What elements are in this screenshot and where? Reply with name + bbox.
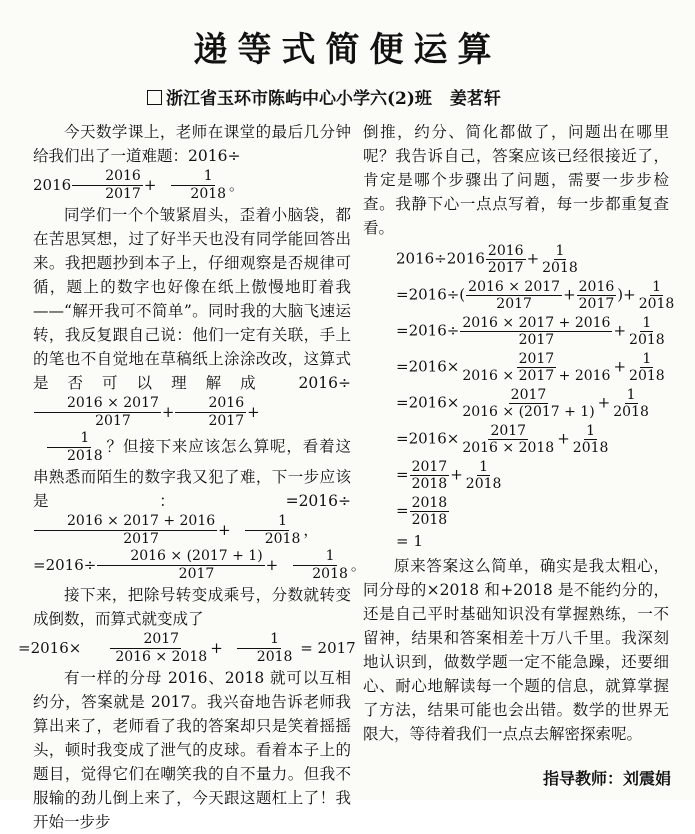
numerator: 2017 <box>490 423 527 439</box>
numerator: 1 <box>237 631 281 649</box>
operator: + <box>450 465 463 484</box>
text-run: = <box>396 501 409 520</box>
equation-step-9: = 1 <box>396 532 423 550</box>
text-run: =2016× <box>396 429 460 448</box>
text-run: 2016 <box>33 175 72 194</box>
operator: + <box>247 402 260 421</box>
text-run: =2016÷ <box>396 321 460 340</box>
fraction <box>460 351 612 384</box>
operator: + <box>210 638 223 657</box>
operator: + <box>161 402 175 421</box>
byline <box>147 84 501 109</box>
denominator: 2018 <box>613 404 649 420</box>
numerator: 2017 <box>518 351 555 367</box>
fraction <box>410 459 450 492</box>
numerator: 2016 × 2017 <box>468 279 561 295</box>
denominator: 2018 <box>638 296 675 312</box>
equation-step-7 <box>396 459 669 492</box>
numerator: 2016 × (2017 + 1) <box>97 548 264 566</box>
text-run: 接下来，把除号转变成乘号，分数就转变成倒数，而算式就变成了 <box>33 586 351 628</box>
equation-step-8 <box>396 495 669 528</box>
fraction <box>611 387 651 420</box>
numerator: 1 <box>47 430 91 448</box>
denominator: 2017 <box>105 186 141 202</box>
operator: + <box>526 249 540 268</box>
fraction <box>157 168 228 203</box>
operator: + <box>563 285 576 304</box>
equation-step-2 <box>396 279 675 312</box>
text-run: 2016÷2016 <box>396 249 485 268</box>
numerator: 1 <box>586 423 596 439</box>
paragraph-5: 倒推，约分、简化都做了，问题出在哪里呢？我告诉自己，答案应该已经很接近了，肯定是哪个步骤出了问题，需要一步步检查。我静下心一点点写着，每一步都重复查看。 <box>363 123 669 237</box>
text-run: =2016× <box>396 357 460 376</box>
denominator: 2017 <box>208 413 245 429</box>
text-run: =2016× <box>396 393 460 412</box>
denominator: 2016 × 2017 + 2016 <box>462 368 611 384</box>
fraction <box>97 548 264 583</box>
numerator: 2016 × 2017 + 2016 <box>462 315 611 331</box>
school-class: 浙江省玉环市陈屿中心小学六(2)班 <box>166 89 432 109</box>
text-run: 。 <box>350 555 366 574</box>
text-run: =2016× <box>18 638 82 657</box>
numerator: 1 <box>626 387 636 403</box>
fraction <box>460 315 612 348</box>
denominator: 2018 <box>264 531 301 547</box>
denominator: 2017 <box>578 296 615 312</box>
fraction <box>279 548 350 583</box>
paragraph-3 <box>18 583 356 666</box>
equation-step-3 <box>396 315 669 348</box>
denominator: 2017 <box>178 566 215 582</box>
operator: + <box>597 393 611 412</box>
denominator: 2017 <box>123 531 159 547</box>
numerator: 1 <box>171 168 215 186</box>
fraction <box>637 279 677 312</box>
equation-step-1 <box>396 243 669 276</box>
fraction <box>410 495 450 528</box>
fraction <box>460 387 596 420</box>
text-run: = <box>396 465 409 484</box>
denominator: 2017 <box>487 260 524 276</box>
numerator: 1 <box>642 315 652 331</box>
fraction <box>571 423 611 456</box>
denominator: 2016 × (2017 + 1) <box>462 404 595 420</box>
denominator: 2018 <box>629 332 665 348</box>
numerator: 2016 × 2017 <box>34 395 161 413</box>
numerator: 1 <box>555 243 565 259</box>
text-run: 。 <box>229 175 245 194</box>
equation-step-5 <box>396 387 669 420</box>
numerator: 2016 <box>175 395 246 413</box>
fraction <box>627 315 667 348</box>
paragraph-4: 有一样的分母 2016、2018 就可以互相约分，答案就是 2017。我兴奋地告诉老师我算出来了，老师看了我的答案却只是笑着摇摇头，顿时我变成了泄气的皮球。看着本子上的题目，觉得它们在嘲笑我的自不量力。但我不服输的劲儿倒上来了，今天跟这题杠上了！我开始一步步 <box>33 669 351 831</box>
operator: + <box>265 555 279 574</box>
numerator: 2017 <box>110 631 181 649</box>
denominator: 2018 <box>411 476 448 492</box>
fraction <box>34 395 161 430</box>
numerator: 2016 × 2017 + 2016 <box>34 513 217 531</box>
operator: + <box>613 321 627 340</box>
numerator: 2018 <box>411 495 448 511</box>
paragraph-6: 原来答案这么简单，确实是我太粗心，同分母的×2018 和+2018 是不能约分的，还是自己平时基础知识没有掌握熟练，一不留神，结果和答案相差十万八千里。我深刻地认识到，做数学题一定不能急躁，还要细心、耐心地解读每一个题的信息，就算掌握了方法，结果可能也会出错。数学的世界无限大，等待着我们一点点去解密探索呢。 <box>363 557 669 743</box>
numerator: 2017 <box>510 387 547 403</box>
denominator: 2017 <box>95 413 131 429</box>
denominator: 2018 <box>312 566 348 582</box>
denominator: 2016 × 2018 <box>462 440 555 456</box>
denominator: 2018 <box>411 512 448 528</box>
problem-expression: 2016 $\frac{2016}{2017}$ + $\frac{1}{2018}$ 。 <box>33 168 245 202</box>
text-run: ？但接下来应该怎么算呢，看着这串熟悉而陌生的数字我又犯了难，下一步应该是：=2016÷ <box>33 437 351 510</box>
fraction <box>175 395 246 430</box>
fraction <box>232 513 303 548</box>
fraction <box>224 631 295 666</box>
fraction <box>540 243 580 276</box>
author-name: 姜茗轩 <box>449 89 501 109</box>
operator: + <box>557 429 570 448</box>
fraction <box>577 279 617 312</box>
left-column <box>18 120 366 834</box>
paragraph-1 <box>33 120 351 203</box>
denominator: 2017 <box>518 332 555 348</box>
numerator: 1 <box>479 459 489 475</box>
paragraph-2 <box>33 203 366 583</box>
denominator: 2018 <box>572 440 609 456</box>
text-run: ， <box>303 520 319 539</box>
denominator: 2016 × 2018 <box>115 649 208 665</box>
equation-step-6 <box>396 423 669 456</box>
fraction <box>34 513 217 548</box>
operator: )+ <box>617 285 636 304</box>
denominator: 2018 <box>67 448 103 464</box>
numerator: 1 <box>652 279 661 295</box>
text-run: 同学们一个个皱紧眉头，歪着小脑袋，都在苦思冥想，过了好半天也没有同学能回答出来。我把题抄到本子上，仔细观察是否规律可循，题上的数字也好像在纸上傲慢地盯着我——“解开我可不简单”。同时我的大脑飞速运转，我反复跟自己说：他们一定有关联，手上的笔也不自觉地在草稿纸上涂涂改改，这算式是否可以理解成 2016÷ <box>33 206 351 392</box>
operator: + <box>218 520 231 539</box>
article-title: 递等式简便运算 <box>193 30 502 70</box>
denominator: 2018 <box>256 649 293 665</box>
denominator: 2017 <box>496 296 532 312</box>
operator: + <box>613 357 627 376</box>
right-column <box>363 120 675 746</box>
numerator: 2016 <box>578 279 615 295</box>
fraction <box>34 430 105 465</box>
checkbox-square-icon <box>147 90 162 105</box>
fraction <box>486 243 526 276</box>
denominator: 2018 <box>542 260 578 276</box>
numerator: 2016 <box>487 243 524 259</box>
numerator: 2017 <box>411 459 448 475</box>
fraction <box>72 168 143 203</box>
numerator: 2016 <box>72 168 143 186</box>
fraction <box>460 423 556 456</box>
denominator: 2018 <box>629 368 665 384</box>
denominator: 2018 <box>190 186 227 202</box>
instructor-credit: 指导教师：刘震娟 <box>542 769 671 788</box>
numerator: 1 <box>293 548 337 566</box>
equation-step-4 <box>396 351 669 384</box>
denominator: 2018 <box>465 476 502 492</box>
numerator: 1 <box>245 513 289 531</box>
text-run: =2016÷ <box>33 555 97 574</box>
numerator: 1 <box>642 351 652 367</box>
text-run: = 2017 <box>300 638 356 657</box>
fraction <box>466 279 562 312</box>
fraction <box>82 631 209 666</box>
text-run: =2016÷( <box>396 285 466 304</box>
fraction <box>464 459 504 492</box>
fraction <box>627 351 667 384</box>
text-run: 今天数学课上，老师在课堂的最后几分钟给我们出了一道难题：2016÷ <box>33 123 351 165</box>
